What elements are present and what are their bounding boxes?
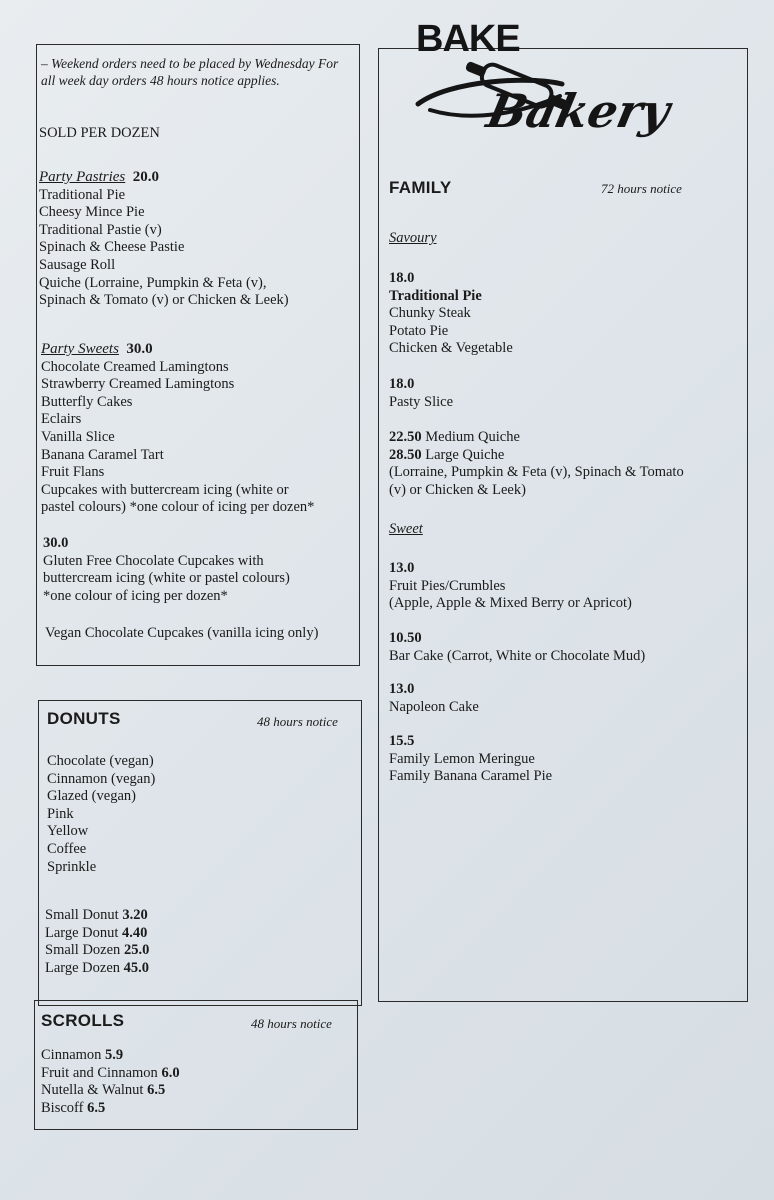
donut-price-row-name: Small Donut [45, 907, 119, 923]
scroll-row-name: Biscoff [41, 1099, 84, 1116]
quiche-medium-price: 22.50 [389, 429, 422, 445]
gluten-free-line: *one colour of icing per dozen* [43, 587, 228, 604]
party-menu-box [36, 44, 360, 666]
logo-bake-text: BAKE [416, 18, 520, 60]
fruit-pie-line: Fruit Pies/Crumbles [389, 577, 506, 594]
bake-bakery-logo [410, 18, 690, 168]
list-item: Family Lemon Meringue [389, 750, 535, 767]
list-item: Potato Pie [389, 322, 449, 339]
list-item: Chicken & Vegetable [389, 340, 513, 357]
family-notice: 72 hours notice [601, 181, 682, 196]
fruit-pie-line: (Apple, Apple & Mixed Berry or Apricot) [389, 595, 632, 612]
party-pastries-list [39, 187, 357, 310]
donuts-notice: 48 hours notice [257, 714, 338, 729]
list-item: Banana Caramel Tart [41, 446, 164, 463]
sweet-title: Sweet [389, 521, 423, 537]
quiche-desc-line: (Lorraine, Pumpkin & Feta (v), Spinach & Tomato [389, 464, 684, 481]
family-title: FAMILY [389, 178, 452, 197]
scroll-row-price: 6.0 [161, 1064, 180, 1081]
napoleon-group [389, 681, 479, 716]
bar-cake-name: Bar Cake (Carrot, White or Chocolate Mud) [389, 647, 646, 664]
donut-price-row-name: Small Dozen [45, 942, 121, 959]
sold-per-dozen: SOLD PER DOZEN [39, 125, 160, 141]
list-item: Strawberry Creamed Lamingtons [41, 376, 235, 393]
donut-price-row-price: 25.0 [123, 942, 150, 959]
bar-cake-group [389, 630, 645, 665]
scroll-row-name: Fruit and Cinnamon [41, 1064, 158, 1081]
donut-flavour: Sprinkle [47, 858, 97, 875]
fruit-pie-list [389, 578, 632, 613]
list-item: Eclairs [41, 411, 82, 428]
gluten-free-section [43, 535, 359, 605]
list-item: Quiche (Lorraine, Pumpkin & Feta (v), [39, 274, 267, 291]
donut-price-row [45, 942, 149, 960]
scroll-row [41, 1100, 180, 1118]
party-sweets-section [41, 341, 357, 517]
list-item: Spinach & Tomato (v) or Chicken & Leek) [39, 292, 289, 309]
list-item: Butterfly Cakes [41, 393, 133, 410]
donut-flavour: Cinnamon (vegan) [47, 770, 156, 787]
family-pies-group [389, 733, 552, 786]
logo-bakery-text: Bakery [482, 84, 675, 138]
scroll-row-price: 6.5 [87, 1099, 106, 1116]
quiche-large-price: 28.50 [389, 446, 422, 463]
list-item: Traditional Pastie (v) [39, 221, 162, 238]
party-sweets-list [41, 359, 357, 517]
donut-flavour: Chocolate (vegan) [47, 753, 154, 769]
donut-flavour: Coffee [47, 840, 87, 857]
scroll-row-name: Cinnamon [41, 1047, 102, 1063]
quiche-group [389, 429, 739, 499]
traditional-pie-price: 18.0 [389, 270, 415, 286]
scroll-row [41, 1082, 180, 1100]
pasty-name: Pasty Slice [389, 393, 454, 410]
scrolls-box [34, 1000, 358, 1130]
scrolls-notice: 48 hours notice [251, 1016, 332, 1031]
donut-flavour: Pink [47, 805, 74, 822]
napoleon-price: 13.0 [389, 681, 415, 697]
list-item: Fruit Flans [41, 464, 105, 481]
donut-price-row [45, 925, 149, 943]
bar-cake-price: 10.50 [389, 630, 422, 646]
vegan-cupcakes: Vegan Chocolate Cupcakes (vanilla icing only) [45, 625, 319, 641]
scroll-row-name: Nutella & Walnut [41, 1082, 144, 1099]
pasty-price: 18.0 [389, 376, 415, 392]
party-pastries-section [39, 169, 357, 310]
scroll-row [41, 1065, 180, 1083]
fruit-pie-price: 13.0 [389, 560, 415, 576]
traditional-pie-list [389, 305, 513, 358]
donut-flavours-list [47, 753, 155, 876]
family-pies-list [389, 751, 552, 786]
list-item: Cheesy Mince Pie [39, 204, 145, 221]
gluten-free-price: 30.0 [43, 535, 69, 551]
party-pastries-title: Party Pastries [39, 169, 126, 185]
traditional-pie-title: Traditional Pie [389, 287, 482, 304]
savoury-title: Savoury [389, 230, 437, 246]
party-sweets-title: Party Sweets [41, 341, 119, 357]
donut-prices-list [45, 907, 149, 977]
scroll-row-price: 6.5 [147, 1082, 166, 1099]
party-sweets-price: 30.0 [126, 341, 153, 357]
donuts-title: DONUTS [47, 709, 121, 728]
list-item: Traditional Pie [39, 186, 126, 203]
donut-price-row-name: Large Dozen [45, 959, 121, 976]
family-content [389, 178, 739, 785]
list-item: Sausage Roll [39, 256, 116, 273]
list-item: Family Banana Caramel Pie [389, 768, 553, 785]
quiche-description [389, 464, 739, 499]
list-item: Vanilla Slice [41, 428, 115, 445]
quiche-medium-name: Medium Quiche [425, 429, 520, 445]
list-item: Chunky Steak [389, 305, 471, 322]
list-item: Cupcakes with buttercream icing (white or [41, 481, 289, 498]
donut-flavour: Glazed (vegan) [47, 788, 136, 805]
scrolls-list [41, 1047, 180, 1117]
weekend-notice: – Weekend orders need to be placed by Wednesday For all week day orders 48 hours notice applies. [41, 56, 339, 88]
donuts-box [38, 700, 362, 1006]
quiche-large-name: Large Quiche [425, 446, 505, 463]
family-pies-price: 15.5 [389, 733, 415, 749]
gluten-free-list [43, 553, 359, 606]
party-pastries-price: 20.0 [132, 169, 159, 185]
fruit-pie-group [389, 560, 632, 613]
scroll-row [41, 1047, 180, 1065]
donut-price-row-price: 4.40 [122, 924, 148, 941]
scrolls-title: SCROLLS [41, 1011, 125, 1030]
donut-price-row [45, 960, 149, 978]
donut-flavour: Yellow [47, 823, 89, 840]
donut-price-row-price: 3.20 [122, 907, 148, 923]
gluten-free-line: buttercream icing (white or pastel colours) [43, 570, 290, 587]
scroll-row-price: 5.9 [105, 1047, 124, 1063]
donut-price-row-price: 45.0 [123, 959, 150, 976]
gluten-free-line: Gluten Free Chocolate Cupcakes with [43, 552, 264, 569]
quiche-desc-line: (v) or Chicken & Leek) [389, 481, 526, 498]
donut-price-row-name: Large Donut [45, 924, 119, 941]
napoleon-name: Napoleon Cake [389, 698, 479, 715]
traditional-pie-group [389, 270, 513, 358]
pasty-group [389, 376, 453, 411]
list-item: pastel colours) *one colour of icing per dozen* [41, 499, 315, 516]
list-item: Spinach & Cheese Pastie [39, 239, 185, 256]
list-item: Chocolate Creamed Lamingtons [41, 358, 229, 375]
donut-price-row [45, 907, 149, 925]
